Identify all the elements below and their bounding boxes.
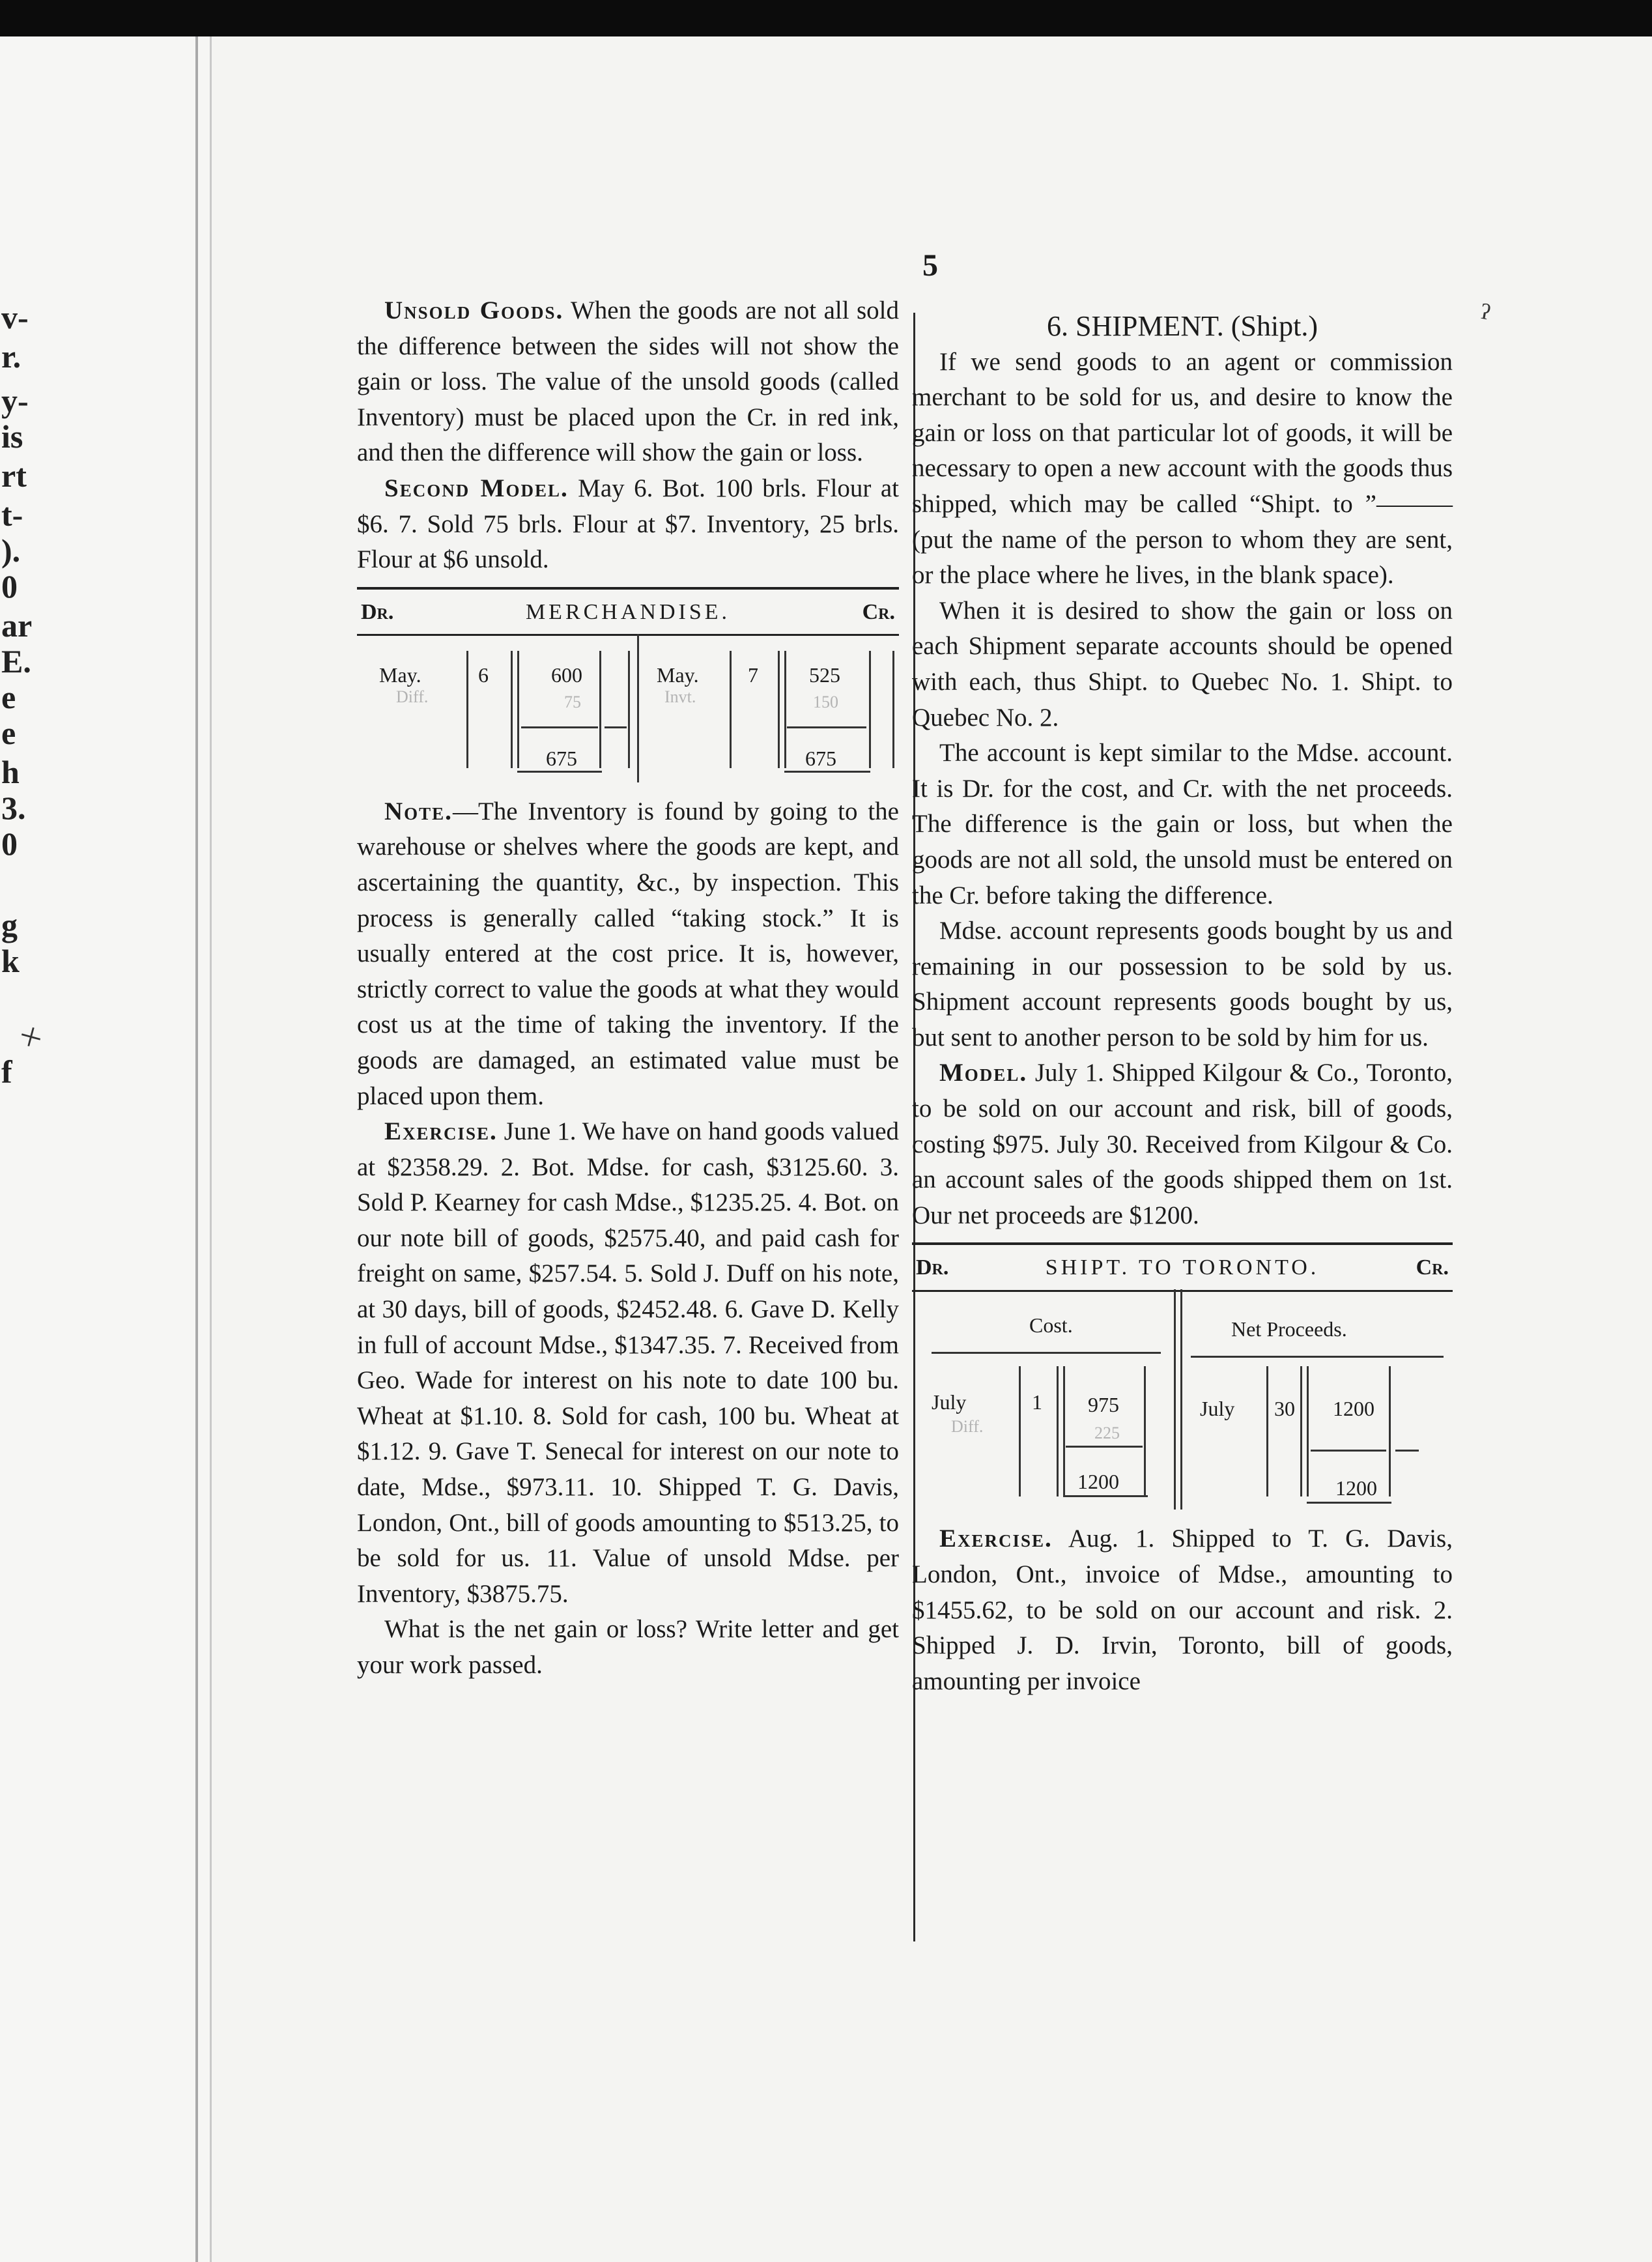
paragraph-model: Model. July 1. Shipped Kilgour & Co., Toronto, to be sold on our account and risk, bill of goods, costing $975. July 30. Received from Kilgour & Co. an account sales of the goods shipped them on 1st. Our net proceeds are $1200. — [912, 1059, 1453, 1229]
ledger-cr-label: Cr. — [862, 599, 895, 624]
ledger-total: 675 — [546, 746, 577, 770]
ledger-net-proceeds-heading: Net Proceeds. — [1231, 1317, 1347, 1341]
ledger-amount: 975 — [1088, 1393, 1119, 1417]
previous-page-edge — [0, 36, 210, 2262]
ledger-month: July — [1200, 1397, 1235, 1421]
merchandise-ledger — [357, 587, 899, 782]
paragraph-exercise: Exercise. Aug. 1. Shipped to T. G. Davis, London, Ont., invoice of Mdse., amounting to $1455.62, to be sold on our account and risk. 2. Shipped J. D. Irvin, Toronto, bill of goods, amounting per invoice — [912, 1525, 1453, 1695]
paragraph-exercise: Exercise. June 1. We have on hand goods valued at $2358.29. 2. Bot. Mdse. for cash, $3125.60. 3. Sold P. Kearney for cash Mdse., $1235.25. 4. Bot. on our note bill of goods, $2575.40, and paid cash for freight on same, $257.54. 5. Sold J. Duff on his note, at 30 days, bill of goods, $2452.48. 6. Gave D. Kelly in full of account Mdse., $1347.35. 7. Received from Geo. Wade for interest on his note to date 100 bu. Wheat at $1.10. 8. Sold for cash, 100 bu. Wheat at $1.12. 9. Gave T. Senecal for interest on our note to date, Mdse., $973.11. 10. Shipped T. G. Davis, London, Ont., bill of goods amounting to $513.25, to be sold for us. 11. Value of unsold Mdse. per Inventory, $3875.75. — [357, 1117, 900, 1608]
ledger-total: 675 — [805, 746, 836, 770]
margin-fragment: rt — [1, 457, 27, 494]
ledger-title: MERCHANDISE. — [525, 599, 731, 624]
margin-fragment: e — [1, 715, 16, 751]
ledger-day: 7 — [748, 663, 758, 687]
margin-fragment: ar — [1, 607, 33, 644]
margin-fragment: v- — [1, 299, 29, 336]
paragraph-separate-accounts: When it is desired to show the gain or loss on each Shipment separate accounts should be opened with each, thus Shipt. to Quebec No. 1. Shipt. to Quebec No. 2. — [912, 596, 1453, 732]
margin-fragment: E. — [1, 643, 31, 680]
margin-fragment: y- — [1, 382, 29, 419]
ledger-title: SHIPT. TO TORONTO. — [1045, 1255, 1320, 1280]
paragraph-second-model: Second Model. May 6. Bot. 100 brls. Flour at $6. 7. Sold 75 brls. Flour at $7. Inventory, 25 brls. Flour at $6 unsold. — [357, 474, 900, 574]
ledger-diff-label: Diff. — [951, 1417, 984, 1437]
ledger-month: May. — [379, 663, 421, 687]
margin-fragment: r. — [1, 338, 21, 375]
ledger-dr-label: Dr. — [916, 1255, 949, 1280]
scan-top-border — [0, 0, 1652, 36]
ledger-total: 1200 — [1335, 1476, 1377, 1500]
margin-fragment: is — [1, 418, 23, 455]
ledger-amount: 525 — [809, 663, 840, 687]
ledger-diff-amount: 75 — [564, 692, 581, 711]
right-column — [912, 309, 1453, 1699]
left-column — [357, 293, 899, 1683]
margin-fragment: ). — [1, 532, 21, 569]
ledger-day: 30 — [1274, 1397, 1295, 1421]
book-gutter-shadow — [210, 36, 212, 2262]
paragraph-shipment-intro: If we send goods to an agent or commission merchant to be sold for us, and desire to know the gain or loss on that particular lot of goods, it will be necessary to open a new account with the goods thus shipped, which may be called “Shipt. to ”——— (put the name of the person to whom they are sent, or the place where he lives, in the blank space). — [912, 347, 1453, 590]
paragraph-question: What is the net gain or loss? Write letter and get your work passed. — [357, 1615, 899, 1679]
ledger-dr-label: Dr. — [361, 599, 394, 624]
paragraph-note: Note.—The Inventory is found by going to the warehouse or shelves where the goods are kept, and ascertaining the quantity, &c., by inspection. This process is generally called “taking stock.” It is usually entered at the cost price. It is, however, strictly correct to value the goods at what they would cost us at the time of taking the inventory. If the goods are damaged, an estimated value must be placed upon them. — [357, 797, 899, 1110]
margin-fragment: k — [1, 943, 20, 979]
ledger-amount: 600 — [551, 663, 582, 687]
ledger-day: 6 — [478, 663, 489, 687]
ledger-month: July — [932, 1390, 967, 1414]
margin-fragment: 0 — [1, 825, 18, 862]
margin-fragment: f — [1, 1053, 12, 1090]
ledger-cr-label: Cr. — [1416, 1255, 1449, 1280]
ledger-amount: 1200 — [1333, 1397, 1374, 1421]
paragraph-account-kept: The account is kept similar to the Mdse. account. It is Dr. for the cost, and Cr. with the net proceeds. The difference is the gain or loss, but when the goods are not all sold, the unsold must be entered on the Cr. before taking the difference. — [912, 739, 1453, 909]
ledger-diff-amount: 225 — [1094, 1424, 1120, 1443]
ledger-month: May. — [657, 663, 699, 687]
margin-fragment: e — [1, 679, 16, 715]
shipment-ledger — [912, 1242, 1453, 1510]
ledger-cost-heading: Cost. — [1029, 1313, 1073, 1338]
book-gutter — [195, 36, 198, 2262]
ledger-invt-amount: 150 — [813, 692, 838, 711]
ledger-total: 1200 — [1077, 1470, 1119, 1494]
ledger-day: 1 — [1032, 1390, 1042, 1414]
margin-fragment: 0 — [1, 568, 18, 605]
margin-fragment: 3. — [1, 790, 26, 826]
pencil-mark-x: × — [12, 1014, 50, 1060]
ledger-invt-label: Invt. — [664, 687, 696, 706]
section-heading: 6. SHIPMENT. (Shipt.) — [1047, 310, 1318, 342]
ledger-diff-label: Diff. — [396, 687, 429, 706]
page-number: 5 — [922, 248, 938, 283]
margin-fragment: g — [1, 907, 18, 943]
paragraph-mdse-vs-shipment: Mdse. account represents goods bought by us and remaining in our possession to be sold by us. Shipment account represents goods bought by us, but sent to another person to be sold by him for us. — [912, 917, 1453, 1052]
pencil-mark-check: ˀ — [1476, 296, 1493, 338]
margin-fragment: h — [1, 754, 20, 790]
paragraph-unsold-goods: Unsold Goods. When the goods are not all sold the difference between the sides will not show the gain or loss. The value of the unsold goods (called Inventory) must be placed upon the Cr. in red ink, and then the difference will show the gain or loss. — [357, 296, 900, 467]
margin-fragment: t- — [1, 496, 23, 533]
